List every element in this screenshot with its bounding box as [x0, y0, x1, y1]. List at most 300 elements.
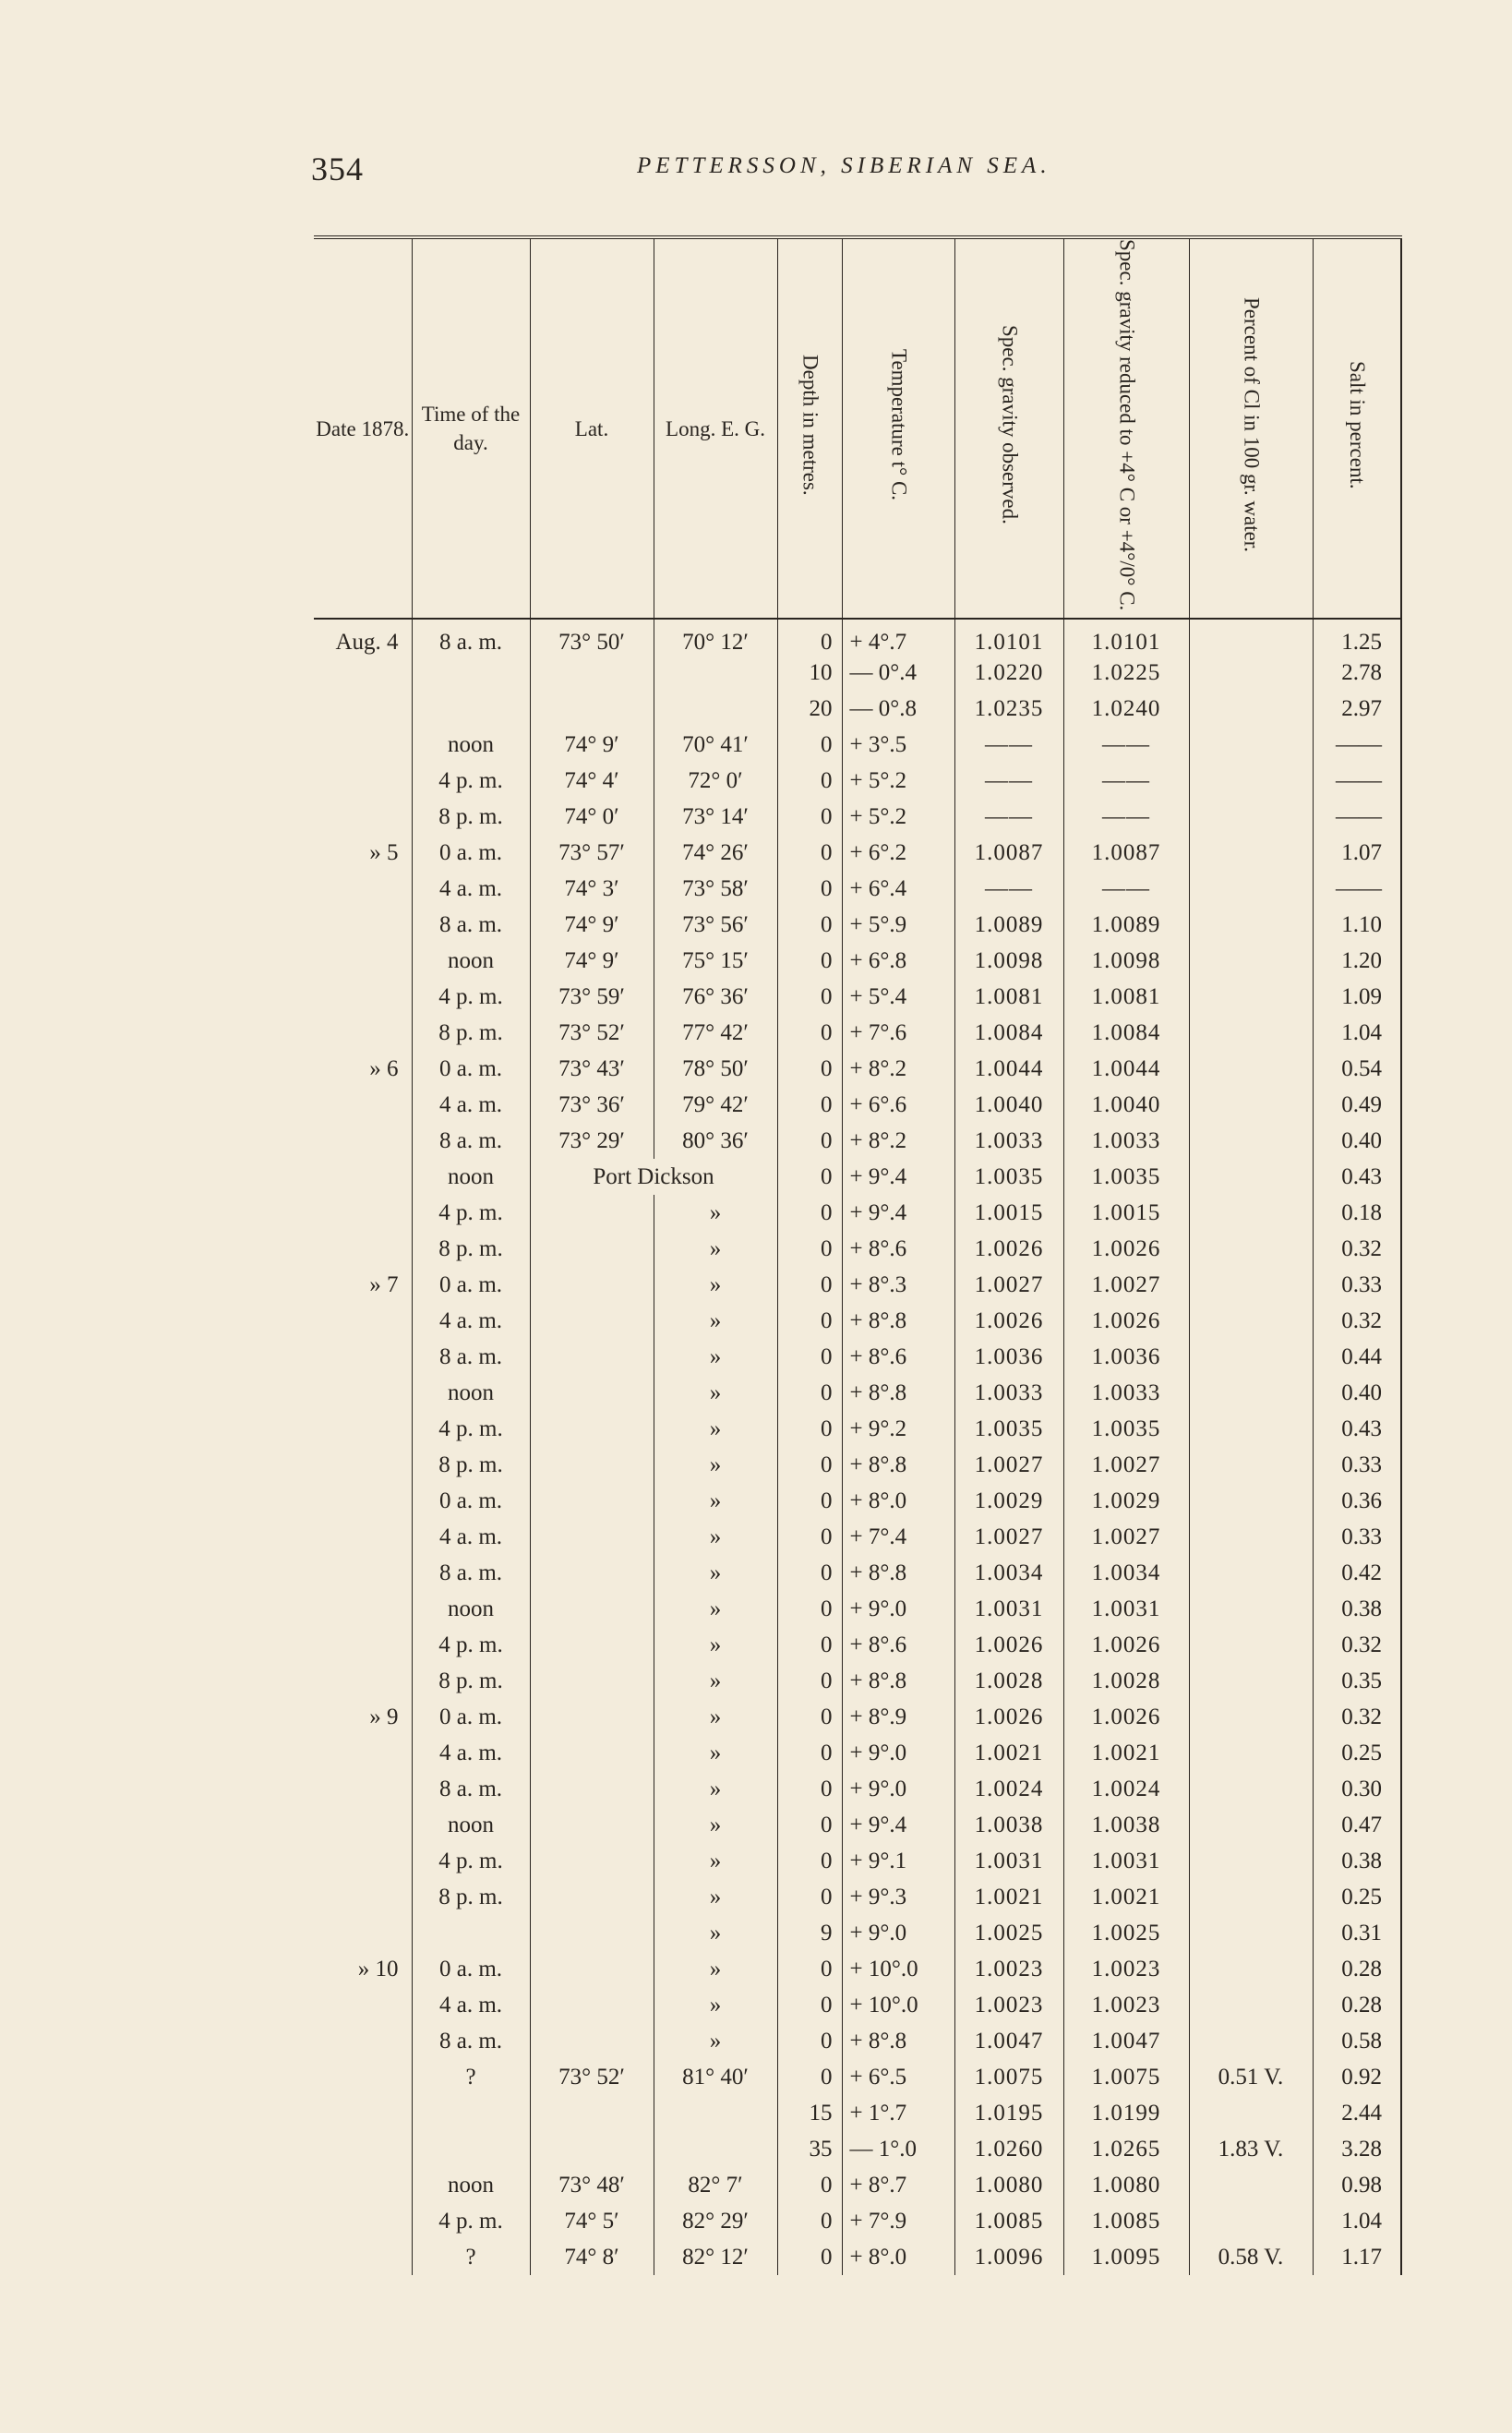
depth-cell: 0: [777, 1519, 842, 1555]
lat-cell: [530, 1915, 654, 1951]
temperature-cell: + 8°.6: [842, 1627, 954, 1663]
date-cell: [314, 1807, 412, 1843]
depth-cell: 0: [777, 619, 842, 655]
long-cell: 73° 14′: [654, 799, 777, 835]
depth-cell: 0: [777, 1663, 842, 1699]
long-cell: [654, 655, 777, 691]
spec-gravity-reduced-cell: ——: [1063, 763, 1189, 799]
percent-cl-cell: [1189, 1303, 1313, 1339]
table-row: [314, 1735, 1401, 1771]
spec-gravity-observed-cell: 1.0081: [954, 979, 1063, 1015]
col-header-date: Date 1878.: [314, 237, 412, 619]
salt-cell: 2.78: [1313, 655, 1401, 691]
percent-cl-cell: [1189, 1195, 1313, 1231]
temperature-cell: + 7°.6: [842, 1015, 954, 1051]
spec-gravity-observed-cell: 1.0085: [954, 2203, 1063, 2239]
table-row: [314, 1447, 1401, 1483]
col-header-depth: Depth in metres.: [777, 237, 842, 619]
table-row: [314, 943, 1401, 979]
percent-cl-cell: [1189, 1339, 1313, 1375]
time-cell: 8 a. m.: [412, 1123, 530, 1159]
spec-gravity-reduced-cell: 1.0031: [1063, 1591, 1189, 1627]
temperature-cell: — 0°.4: [842, 655, 954, 691]
table-row: [314, 2059, 1401, 2095]
percent-cl-cell: [1189, 2023, 1313, 2059]
spec-gravity-reduced-cell: 1.0035: [1063, 1159, 1189, 1195]
spec-gravity-reduced-cell: 1.0033: [1063, 1375, 1189, 1411]
lat-cell: 74° 3′: [530, 871, 654, 907]
long-cell: 82° 12′: [654, 2239, 777, 2275]
temperature-cell: + 4°.7: [842, 619, 954, 655]
time-cell: ?: [412, 2239, 530, 2275]
temperature-cell: + 9°.4: [842, 1159, 954, 1195]
percent-cl-cell: [1189, 1699, 1313, 1735]
lat-cell: [530, 1663, 654, 1699]
lat-cell: [530, 1771, 654, 1807]
col-header-time: Time of the day.: [412, 237, 530, 619]
long-cell: »: [654, 1411, 777, 1447]
lat-cell: [530, 1195, 654, 1231]
salt-cell: ——: [1313, 799, 1401, 835]
spec-gravity-reduced-cell: 1.0265: [1063, 2131, 1189, 2167]
table-row: [314, 1087, 1401, 1123]
spec-gravity-reduced-cell: 1.0015: [1063, 1195, 1189, 1231]
time-cell: [412, 655, 530, 691]
table-row: [314, 2167, 1401, 2203]
time-cell: 0 a. m.: [412, 1699, 530, 1735]
table-row: [314, 2023, 1401, 2059]
percent-cl-cell: [1189, 1483, 1313, 1519]
salt-cell: 0.18: [1313, 1195, 1401, 1231]
spec-gravity-observed-cell: 1.0025: [954, 1915, 1063, 1951]
time-cell: 4 p. m.: [412, 979, 530, 1015]
date-cell: [314, 1411, 412, 1447]
spec-gravity-reduced-cell: 1.0023: [1063, 1987, 1189, 2023]
table-row: [314, 1555, 1401, 1591]
time-cell: 0 a. m.: [412, 1951, 530, 1987]
salt-cell: 0.43: [1313, 1159, 1401, 1195]
percent-cl-cell: [1189, 1735, 1313, 1771]
depth-cell: 0: [777, 1303, 842, 1339]
percent-cl-cell: [1189, 907, 1313, 943]
depth-cell: 0: [777, 907, 842, 943]
date-cell: [314, 979, 412, 1015]
salt-cell: 0.44: [1313, 1339, 1401, 1375]
spec-gravity-observed-cell: 1.0220: [954, 655, 1063, 691]
table-row: [314, 1375, 1401, 1411]
temperature-cell: + 8°.0: [842, 2239, 954, 2275]
spec-gravity-reduced-cell: 1.0087: [1063, 835, 1189, 871]
spec-gravity-reduced-cell: 1.0040: [1063, 1087, 1189, 1123]
long-cell: 70° 12′: [654, 619, 777, 655]
depth-cell: 0: [777, 2239, 842, 2275]
date-cell: [314, 1555, 412, 1591]
temperature-cell: + 5°.4: [842, 979, 954, 1015]
table-body: [314, 619, 1401, 2275]
lat-cell: [530, 1591, 654, 1627]
long-cell: 73° 56′: [654, 907, 777, 943]
date-cell: [314, 1771, 412, 1807]
percent-cl-cell: [1189, 1771, 1313, 1807]
percent-cl-cell: [1189, 1879, 1313, 1915]
long-cell: »: [654, 1987, 777, 2023]
date-cell: [314, 2203, 412, 2239]
spec-gravity-reduced-cell: 1.0029: [1063, 1483, 1189, 1519]
temperature-cell: + 6°.8: [842, 943, 954, 979]
col-header-spec-gravity-reduced: Spec. gravity reduced to +4° C or +4°/0° C.: [1063, 237, 1189, 619]
lat-cell: [530, 1627, 654, 1663]
lat-cell: 74° 0′: [530, 799, 654, 835]
depth-cell: 0: [777, 871, 842, 907]
spec-gravity-observed-cell: 1.0038: [954, 1807, 1063, 1843]
depth-cell: 0: [777, 727, 842, 763]
table-row: [314, 1807, 1401, 1843]
spec-gravity-observed-cell: 1.0026: [954, 1303, 1063, 1339]
temperature-cell: + 5°.9: [842, 907, 954, 943]
lat-cell: Port Dickson: [530, 1159, 777, 1195]
spec-gravity-reduced-cell: ——: [1063, 727, 1189, 763]
spec-gravity-reduced-cell: 1.0089: [1063, 907, 1189, 943]
table-row: [314, 655, 1401, 691]
spec-gravity-observed-cell: 1.0021: [954, 1735, 1063, 1771]
temperature-cell: + 8°.3: [842, 1267, 954, 1303]
date-cell: [314, 871, 412, 907]
salt-cell: 0.54: [1313, 1051, 1401, 1087]
spec-gravity-reduced-cell: 1.0098: [1063, 943, 1189, 979]
table-row: [314, 2239, 1401, 2275]
depth-cell: 0: [777, 943, 842, 979]
time-cell: ?: [412, 2059, 530, 2095]
temperature-cell: + 9°.3: [842, 1879, 954, 1915]
depth-cell: 0: [777, 1771, 842, 1807]
lat-cell: 73° 52′: [530, 2059, 654, 2095]
depth-cell: 0: [777, 2203, 842, 2239]
spec-gravity-observed-cell: 1.0023: [954, 1951, 1063, 1987]
percent-cl-cell: [1189, 1123, 1313, 1159]
temperature-cell: + 8°.9: [842, 1699, 954, 1735]
salt-cell: 0.31: [1313, 1915, 1401, 1951]
temperature-cell: + 6°.5: [842, 2059, 954, 2095]
spec-gravity-reduced-cell: 1.0075: [1063, 2059, 1189, 2095]
spec-gravity-reduced-cell: 1.0028: [1063, 1663, 1189, 1699]
temperature-cell: + 9°.4: [842, 1807, 954, 1843]
lat-cell: [530, 1303, 654, 1339]
running-title: PETTERSSON, SIBERIAN SEA.: [637, 153, 1051, 178]
percent-cl-cell: [1189, 1519, 1313, 1555]
depth-cell: 15: [777, 2095, 842, 2131]
depth-cell: 0: [777, 1411, 842, 1447]
temperature-cell: + 7°.9: [842, 2203, 954, 2239]
spec-gravity-observed-cell: 1.0087: [954, 835, 1063, 871]
lat-cell: 74° 9′: [530, 943, 654, 979]
time-cell: 4 p. m.: [412, 1843, 530, 1879]
date-cell: [314, 1303, 412, 1339]
spec-gravity-observed-cell: 1.0235: [954, 691, 1063, 727]
spec-gravity-observed-cell: 1.0027: [954, 1267, 1063, 1303]
long-cell: »: [654, 1267, 777, 1303]
long-cell: 82° 29′: [654, 2203, 777, 2239]
spec-gravity-reduced-cell: 1.0225: [1063, 655, 1189, 691]
salt-cell: 0.25: [1313, 1735, 1401, 1771]
lat-cell: [530, 2023, 654, 2059]
long-cell: 73° 58′: [654, 871, 777, 907]
time-cell: 0 a. m.: [412, 1483, 530, 1519]
lat-cell: 73° 29′: [530, 1123, 654, 1159]
temperature-cell: + 6°.2: [842, 835, 954, 871]
long-cell: »: [654, 1555, 777, 1591]
long-cell: 80° 36′: [654, 1123, 777, 1159]
salt-cell: 0.25: [1313, 1879, 1401, 1915]
temperature-cell: + 8°.6: [842, 1339, 954, 1375]
table-row: [314, 1519, 1401, 1555]
table-row: [314, 907, 1401, 943]
depth-cell: 0: [777, 1231, 842, 1267]
time-cell: 8 p. m.: [412, 1663, 530, 1699]
lat-cell: [530, 1411, 654, 1447]
lat-cell: [530, 1483, 654, 1519]
salt-cell: 1.10: [1313, 907, 1401, 943]
date-cell: [314, 1843, 412, 1879]
salt-cell: 0.33: [1313, 1447, 1401, 1483]
percent-cl-cell: [1189, 1951, 1313, 1987]
date-cell: [314, 1015, 412, 1051]
depth-cell: 0: [777, 1699, 842, 1735]
data-table: [314, 235, 1401, 2275]
spec-gravity-reduced-cell: 1.0240: [1063, 691, 1189, 727]
time-cell: 4 p. m.: [412, 1627, 530, 1663]
long-cell: »: [654, 1879, 777, 1915]
spec-gravity-observed-cell: 1.0035: [954, 1159, 1063, 1195]
time-cell: 0 a. m.: [412, 1051, 530, 1087]
temperature-cell: + 1°.7: [842, 2095, 954, 2131]
table-row: [314, 1159, 1401, 1195]
date-cell: [314, 691, 412, 727]
percent-cl-cell: [1189, 727, 1313, 763]
time-cell: 4 p. m.: [412, 1411, 530, 1447]
long-cell: »: [654, 1375, 777, 1411]
temperature-cell: + 5°.2: [842, 763, 954, 799]
salt-cell: 0.36: [1313, 1483, 1401, 1519]
date-cell: [314, 1879, 412, 1915]
lat-cell: [530, 1699, 654, 1735]
spec-gravity-reduced-cell: 1.0031: [1063, 1843, 1189, 1879]
salt-cell: 0.98: [1313, 2167, 1401, 2203]
time-cell: 4 a. m.: [412, 1087, 530, 1123]
table-row: [314, 2131, 1401, 2167]
spec-gravity-observed-cell: 1.0034: [954, 1555, 1063, 1591]
spec-gravity-observed-cell: 1.0075: [954, 2059, 1063, 2095]
depth-cell: 0: [777, 2167, 842, 2203]
time-cell: 4 a. m.: [412, 1735, 530, 1771]
depth-cell: 0: [777, 1987, 842, 2023]
percent-cl-cell: [1189, 1987, 1313, 2023]
spec-gravity-observed-cell: 1.0027: [954, 1447, 1063, 1483]
date-cell: [314, 727, 412, 763]
lat-cell: [530, 691, 654, 727]
temperature-cell: + 9°.0: [842, 1915, 954, 1951]
time-cell: 4 p. m.: [412, 1195, 530, 1231]
spec-gravity-reduced-cell: 1.0027: [1063, 1267, 1189, 1303]
time-cell: 8 p. m.: [412, 1015, 530, 1051]
percent-cl-cell: [1189, 1843, 1313, 1879]
percent-cl-cell: [1189, 1447, 1313, 1483]
depth-cell: 0: [777, 799, 842, 835]
spec-gravity-reduced-cell: 1.0084: [1063, 1015, 1189, 1051]
lat-cell: 73° 50′: [530, 619, 654, 655]
time-cell: 8 p. m.: [412, 1879, 530, 1915]
depth-cell: 0: [777, 763, 842, 799]
temperature-cell: + 8°.0: [842, 1483, 954, 1519]
table-row: [314, 691, 1401, 727]
percent-cl-cell: [1189, 1411, 1313, 1447]
table-row: [314, 1591, 1401, 1627]
date-cell: » 5: [314, 835, 412, 871]
long-cell: »: [654, 1483, 777, 1519]
spec-gravity-observed-cell: 1.0260: [954, 2131, 1063, 2167]
spec-gravity-reduced-cell: 1.0026: [1063, 1303, 1189, 1339]
lat-cell: 74° 4′: [530, 763, 654, 799]
long-cell: »: [654, 1843, 777, 1879]
salt-cell: 0.32: [1313, 1303, 1401, 1339]
spec-gravity-reduced-cell: 1.0025: [1063, 1915, 1189, 1951]
spec-gravity-observed-cell: 1.0026: [954, 1699, 1063, 1735]
lat-cell: 74° 9′: [530, 727, 654, 763]
lat-cell: 74° 8′: [530, 2239, 654, 2275]
temperature-cell: + 8°.2: [842, 1051, 954, 1087]
time-cell: 4 a. m.: [412, 871, 530, 907]
salt-cell: 3.28: [1313, 2131, 1401, 2167]
lat-cell: [530, 1987, 654, 2023]
lat-cell: 73° 52′: [530, 1015, 654, 1051]
percent-cl-cell: [1189, 619, 1313, 655]
spec-gravity-reduced-cell: 1.0036: [1063, 1339, 1189, 1375]
spec-gravity-reduced-cell: 1.0021: [1063, 1879, 1189, 1915]
salt-cell: 0.32: [1313, 1627, 1401, 1663]
long-cell: 74° 26′: [654, 835, 777, 871]
date-cell: [314, 2167, 412, 2203]
date-cell: » 6: [314, 1051, 412, 1087]
depth-cell: 0: [777, 1951, 842, 1987]
spec-gravity-observed-cell: 1.0033: [954, 1375, 1063, 1411]
depth-cell: 0: [777, 1195, 842, 1231]
spec-gravity-reduced-cell: 1.0080: [1063, 2167, 1189, 2203]
spec-gravity-reduced-cell: 1.0026: [1063, 1699, 1189, 1735]
date-cell: [314, 2023, 412, 2059]
time-cell: 4 a. m.: [412, 1303, 530, 1339]
temperature-cell: + 8°.8: [842, 1375, 954, 1411]
percent-cl-cell: [1189, 943, 1313, 979]
table-row: [314, 1339, 1401, 1375]
date-cell: [314, 2095, 412, 2131]
long-cell: »: [654, 1591, 777, 1627]
spec-gravity-reduced-cell: 1.0085: [1063, 2203, 1189, 2239]
spec-gravity-observed-cell: ——: [954, 727, 1063, 763]
date-cell: [314, 1231, 412, 1267]
percent-cl-cell: [1189, 1375, 1313, 1411]
table-row: [314, 1051, 1401, 1087]
temperature-cell: + 9°.1: [842, 1843, 954, 1879]
percent-cl-cell: [1189, 763, 1313, 799]
depth-cell: 0: [777, 1159, 842, 1195]
depth-cell: 0: [777, 1051, 842, 1087]
long-cell: »: [654, 1663, 777, 1699]
lat-cell: [530, 1231, 654, 1267]
spec-gravity-observed-cell: 1.0028: [954, 1663, 1063, 1699]
percent-cl-cell: [1189, 1231, 1313, 1267]
table-row: [314, 2203, 1401, 2239]
spec-gravity-observed-cell: 1.0031: [954, 1591, 1063, 1627]
spec-gravity-observed-cell: 1.0044: [954, 1051, 1063, 1087]
time-cell: 4 a. m.: [412, 1519, 530, 1555]
time-cell: noon: [412, 1591, 530, 1627]
lat-cell: 73° 59′: [530, 979, 654, 1015]
depth-cell: 0: [777, 1123, 842, 1159]
lat-cell: [530, 1879, 654, 1915]
date-cell: [314, 1735, 412, 1771]
header-row: [314, 237, 1401, 619]
salt-cell: 2.44: [1313, 2095, 1401, 2131]
date-cell: [314, 2239, 412, 2275]
table-row: [314, 1303, 1401, 1339]
time-cell: 0 a. m.: [412, 835, 530, 871]
percent-cl-cell: [1189, 655, 1313, 691]
lat-cell: [530, 1339, 654, 1375]
lat-cell: 73° 57′: [530, 835, 654, 871]
long-cell: »: [654, 1231, 777, 1267]
salt-cell: 1.09: [1313, 979, 1401, 1015]
table-row: [314, 1951, 1401, 1987]
percent-cl-cell: [1189, 1663, 1313, 1699]
table-row: [314, 835, 1401, 871]
long-cell: »: [654, 1339, 777, 1375]
salt-cell: ——: [1313, 871, 1401, 907]
depth-cell: 0: [777, 1879, 842, 1915]
temperature-cell: + 8°.8: [842, 1447, 954, 1483]
temperature-cell: + 8°.6: [842, 1231, 954, 1267]
spec-gravity-observed-cell: 1.0195: [954, 2095, 1063, 2131]
temperature-cell: + 9°.0: [842, 1771, 954, 1807]
depth-cell: 35: [777, 2131, 842, 2167]
spec-gravity-reduced-cell: 1.0033: [1063, 1123, 1189, 1159]
percent-cl-cell: [1189, 2203, 1313, 2239]
spec-gravity-reduced-cell: 1.0034: [1063, 1555, 1189, 1591]
percent-cl-cell: [1189, 691, 1313, 727]
table-row: [314, 1771, 1401, 1807]
percent-cl-cell: [1189, 1915, 1313, 1951]
spec-gravity-reduced-cell: 1.0035: [1063, 1411, 1189, 1447]
spec-gravity-reduced-cell: 1.0026: [1063, 1231, 1189, 1267]
table-row: [314, 1915, 1401, 1951]
percent-cl-cell: [1189, 1807, 1313, 1843]
long-cell: »: [654, 1735, 777, 1771]
long-cell: 79° 42′: [654, 1087, 777, 1123]
lat-cell: [530, 1447, 654, 1483]
date-cell: [314, 907, 412, 943]
date-cell: [314, 1915, 412, 1951]
date-cell: [314, 1375, 412, 1411]
table-row: [314, 1231, 1401, 1267]
spec-gravity-reduced-cell: 1.0038: [1063, 1807, 1189, 1843]
temperature-cell: + 10°.0: [842, 1951, 954, 1987]
time-cell: noon: [412, 943, 530, 979]
time-cell: 8 a. m.: [412, 907, 530, 943]
time-cell: noon: [412, 2167, 530, 2203]
long-cell: »: [654, 1195, 777, 1231]
percent-cl-cell: [1189, 1627, 1313, 1663]
salt-cell: 0.38: [1313, 1591, 1401, 1627]
lat-cell: [530, 1267, 654, 1303]
time-cell: 4 a. m.: [412, 1987, 530, 2023]
